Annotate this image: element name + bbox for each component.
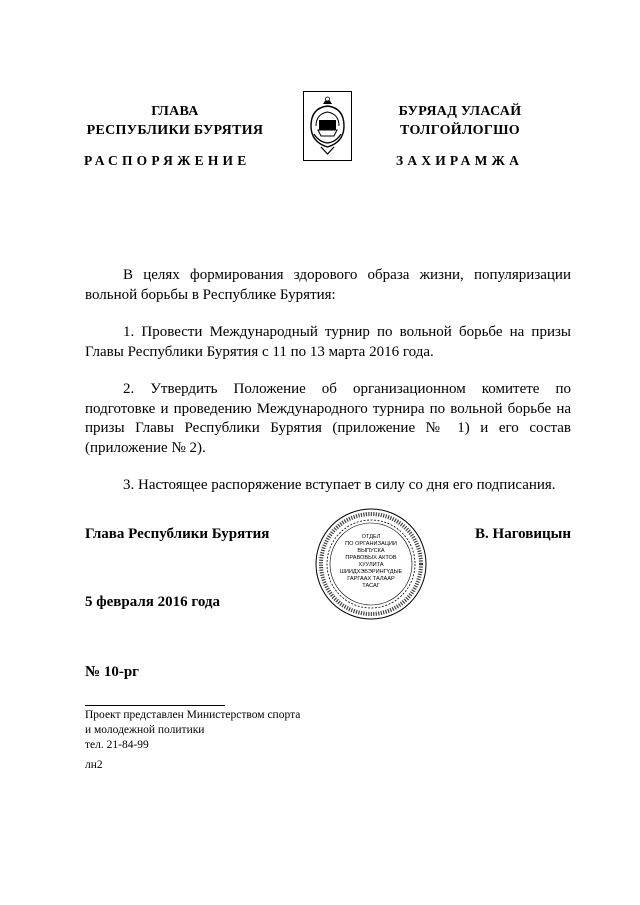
header-right-block — [345, 102, 575, 140]
footer-divider — [85, 705, 225, 706]
footer-line-2: и молодежной политики — [85, 724, 205, 736]
doc-type-ru: РАСПОРЯЖЕНИЕ — [84, 153, 251, 168]
intro-paragraph: В целях формирования здорового образа жизни, популяризации вольной борьбы в Республике Бурятия: — [85, 267, 571, 303]
item-3-paragraph: 3. Настоящее распоряжение вступает в силу со дня его подписания. — [123, 477, 556, 493]
official-seal — [314, 507, 428, 621]
header-left-subtitle: РЕСПУБЛИКИ БУРЯТИЯ — [86, 123, 264, 138]
doc-type-bua: ЗАХИРАМЖА — [396, 153, 524, 168]
item-2-paragraph: 2. Утвердить Положение об организационном комитете по подготовке и проведению Международного турнира по вольной борьбе на призы Главы Республики Бурятия (приложение № 1) и его состав (приложение № 2). — [85, 381, 571, 456]
item-1-paragraph: 1. Провести Международный турнир по вольной борьбе на призы Главы Республики Бурятия с 11 по 13 марта 2016 года. — [85, 324, 571, 360]
header-right-title: БУРЯАД УЛАСАЙ — [398, 104, 522, 119]
coat-of-arms-icon — [304, 92, 351, 160]
footer-block — [85, 708, 300, 753]
signatory-position: Глава Республики Бурятия — [85, 526, 270, 542]
footer-line-1: Проект представлен Министерством спорта — [85, 709, 301, 721]
signatory-name: В. Наговицын — [475, 526, 571, 542]
header-left-title: ГЛАВА — [151, 104, 199, 119]
header-right-subtitle: ТОЛГОЙЛОГШО — [400, 123, 520, 138]
document-body — [85, 266, 571, 496]
seal-inner-text: ОТДЕЛ ПО ОРГАНИЗАЦИИ ВЫПУСКА ПРАВОВЫХ АКТОВ ХУУЛИТА ШИИДХЭБЭРИНГҮДЫЕ ГАРГААХ ТАЛААР ТАСАГ — [339, 534, 403, 589]
footer-phone: тел. 21-84-99 — [85, 739, 149, 751]
footer-code: лн2 — [85, 759, 103, 771]
document-date: 5 февраля 2016 года — [85, 594, 220, 610]
header-left-block — [60, 102, 290, 140]
document-number: № 10-рг — [85, 664, 139, 680]
